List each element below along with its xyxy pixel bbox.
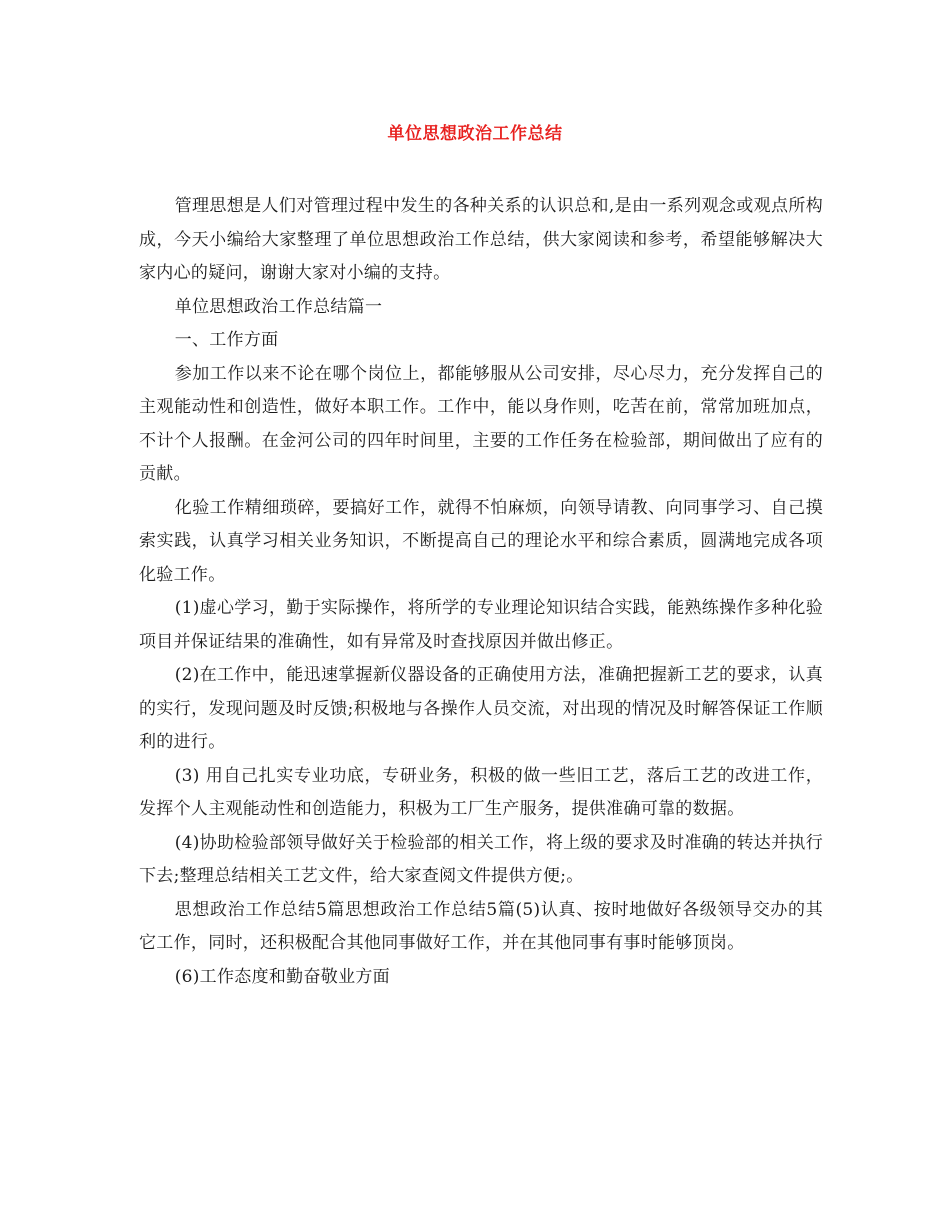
list-item: (2)在工作中，能迅速掌握新仪器设备的正确使用方法，准确把握新工艺的要求，认真的实行，发现问题及时反馈;积极地与各操作人员交流，对出现的情况及时解答保证工作顺利的进行。 — [139, 665, 823, 752]
list-item: 思想政治工作总结5篇思想政治工作总结5篇(5)认真、按时地做好各级领导交办的其它工作，同时，还积极配合其他同事做好工作，并在其他同事有事时能够顶岗。 — [139, 899, 823, 953]
document-body — [139, 190, 823, 994]
list-item: (6)工作态度和勤奋敬业方面 — [174, 966, 390, 987]
body-paragraph: 参加工作以来不论在哪个岗位上，都能够服从公司安排，尽心尽力，充分发挥自己的主观能动性和创造性，做好本职工作。工作中，能以身作则，吃苦在前，常常加班加点，不计个人报酬。在金河公司的四年时间里，主要的工作任务在检验部，期间做出了应有的贡献。 — [139, 363, 823, 484]
document-title: 单位思想政治工作总结 — [387, 124, 563, 144]
list-item: (4)协助检验部领导做好关于检验部的相关工作，将上级的要求及时准确的转达并执行下去;整理总结相关工艺文件，给大家查阅文件提供方便;。 — [139, 832, 823, 886]
list-item: (3) 用自己扎实专业功底，专研业务，积极的做一些旧工艺，落后工艺的改进工作，发挥个人主观能动性和创造能力，积极为工厂生产服务，提供准确可靠的数据。 — [139, 765, 823, 819]
section-heading: 单位思想政治工作总结篇一 — [174, 296, 383, 317]
subsection-heading: 一、工作方面 — [174, 330, 279, 350]
intro-paragraph: 管理思想是人们对管理过程中发生的各种关系的认识总和,是由一系列观念或观点所构成，今天小编给大家整理了单位思想政治工作总结，供大家阅读和参考，希望能够解决大家内心的疑问，谢谢大家对小编的支持。 — [139, 196, 823, 283]
list-item: (1)虚心学习，勤于实际操作，将所学的专业理论知识结合实践，能熟练操作多种化验项目并保证结果的准确性，如有异常及时查找原因并做出修正。 — [139, 598, 823, 652]
body-paragraph: 化验工作精细琐碎，要搞好工作，就得不怕麻烦，向领导请教、向同事学习、自己摸索实践，认真学习相关业务知识，不断提高自己的理论水平和综合素质，圆满地完成各项化验工作。 — [139, 497, 823, 585]
